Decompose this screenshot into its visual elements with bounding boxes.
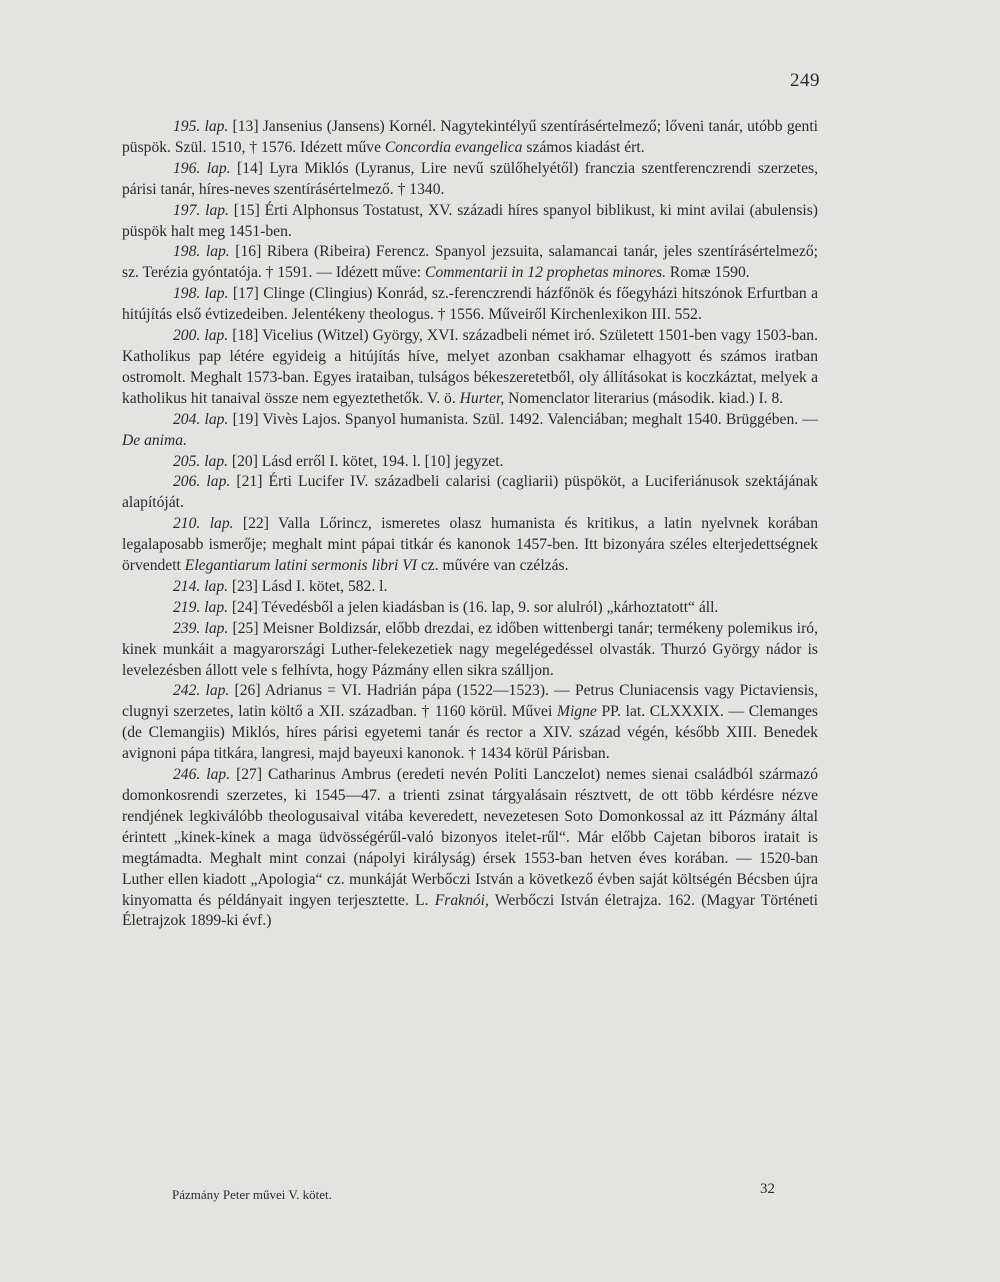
endnote-page-reference: 198. lap. [173, 285, 229, 303]
endnote-italic-title: Elegantiarum latini sermonis libri VI [184, 557, 417, 575]
endnote-paragraph [122, 765, 818, 932]
endnote-page-reference: 242. lap. [173, 682, 230, 700]
endnote-page-reference: 196. lap. [173, 159, 231, 177]
footer-title: Pázmány Peter művei V. kötet. [172, 1187, 332, 1202]
endnote-page-reference: 219. lap. [173, 598, 229, 616]
endnote-text: [16] Ribera (Ribeira) Ferencz. Spanyol jezsuita, salamancai tanár, jeles szentírásértelmező; sz. Terézia gyóntatója. † 1591. — Idézett műve: [122, 243, 818, 282]
endnote-text: [15] Érti Alphonsus Tostatust, XV. századi híres spanyol biblikust, ki mint avilai (abulensis) püspök halt meg 1451-ben. [122, 201, 818, 240]
endnote-italic-title: Migne [556, 703, 597, 721]
endnotes-section [122, 117, 818, 932]
endnote-text: Nomenclator literarius (második. kiad.) I. 8. [504, 389, 784, 407]
endnote-text: [27] Catharinus Ambrus (eredeti nevén Politi Lanczelot) nemes sienai családból származó domonkosrendi szerzetes, ki 1545—47. a trienti zsinat tárgyalásain résztvett, de ott több kérdésre nézve rendjének legkiválóbb theologusaival vitába keveredett, nevezetesen Soto Domonkossal az itt Pázmány által érintett „kinek-kinek a maga üdvösségérűl-való bizonyos itelet-rűl“. Már előbb Cajetan biboros iratait is megtámadta. Meghalt mint conzai (nápolyi királyság) érsek 1553-ban hetven éves korában. — 1520-ban Luther ellen kiadott „Apologia“ cz. munkáját Werbőczi István a következő évben saját költségén Bécsben újra kinyomatta és példányait ingyen terjesztette. L. [122, 766, 818, 909]
endnote-paragraph [122, 117, 818, 159]
endnote-page-reference: 210. lap. [173, 515, 234, 533]
endnote-italic-title: Concordia evangelica [384, 138, 523, 156]
endnote-page-reference: 197. lap. [173, 201, 229, 219]
endnote-paragraph [122, 452, 818, 473]
endnote-italic-title: Commentarii in 12 prophetas minores. [425, 264, 667, 282]
endnote-text: számos kiadást ért. [522, 138, 645, 156]
endnote-page-reference: 195. lap. [173, 118, 229, 135]
page-number: 249 [790, 70, 820, 91]
endnote-paragraph [122, 681, 818, 765]
endnote-text: Romæ 1590. [666, 264, 750, 282]
endnote-paragraph [122, 201, 818, 243]
endnote-text: [18] Vicelius (Witzel) György, XVI. századbeli német iró. Született 1501-ben vagy 1503-ban. Katholikus pap létére egyideig a hitújítás híve, melyet azonban csakhamar elhagyott és számos iratban ostromolt. Meghalt 1573-ban. Egyes irataiban, tulságos békeszeretetből, oly állításokat is koczkáztat, melyek a katholikus hit tanaival össze nem egyeztethetők. V. ö. [122, 327, 818, 407]
endnote-page-reference: 214. lap. [173, 577, 229, 595]
endnote-paragraph [122, 619, 818, 682]
endnote-page-reference: 204. lap. [173, 410, 229, 428]
endnote-italic-title: Fraknói, [434, 891, 489, 909]
endnote-paragraph [122, 326, 818, 410]
endnote-paragraph [122, 159, 818, 201]
endnote-paragraph [122, 284, 818, 326]
endnote-text: [20] Lásd erről I. kötet, 194. l. [10] jegyzet. [228, 452, 504, 470]
endnote-text: Werbőczi István életrajza. 162. (Magyar Történeti Életrajzok 1899-ki évf.) [122, 891, 818, 930]
endnote-paragraph [122, 472, 818, 514]
endnote-page-reference: 239. lap. [173, 619, 229, 637]
endnote-text: [17] Clinge (Clingius) Konrád, sz.-ferenczrendi házfőnök és főegyházi hitszónok Erfurtban a hitújítás első évtizedeiben. Jelentékeny theologus. † 1556. Műveiről Kirchenlexikon III. 552. [122, 285, 818, 324]
endnote-text: cz. művére van czélzás. [416, 557, 569, 575]
endnote-text: [21] Érti Lucifer IV. századbeli calarisi (cagliarii) püspököt, a Luciferiánusok szektájának alapítóját. [122, 473, 818, 512]
signature-mark: 32 [760, 1181, 775, 1197]
endnote-text: [24] Tévedésből a jelen kiadásban is (16. lap, 9. sor alulról) „kárhoztatott“ áll. [228, 598, 719, 616]
endnote-page-reference: 200. lap. [173, 327, 229, 345]
endnote-text: [14] Lyra Miklós (Lyranus, Lire nevű szülőhelyétől) franczia szentferenczrendi szerzetes, párisi tanár, híres-neves szentírásértelmező. † 1340. [122, 159, 819, 198]
endnote-paragraph [122, 514, 818, 577]
endnote-italic-title: Hurter, [459, 389, 505, 407]
endnote-text: [19] Vivès Lajos. Spanyol humanista. Szül. 1492. Valenciában; meghalt 1540. Brüggében. — [228, 410, 818, 428]
endnote-text: [25] Meisner Boldizsár, előbb drezdai, ez időben wittenbergi tanár; termékeny polemikus iró, kinek munkáit a magyarországi Luther-felekezetiek nagy megelégedéssel olvasták. Thurzó György nádor is levelezésben állott vele s felhívta, hogy Pázmány ellen sikra szálljon. [122, 619, 819, 679]
endnote-text: [13] Jansenius (Jansens) Kornél. Nagytekintélyű szentírásértelmező; lőveni tanár, utóbb genti püspök. Szül. 1510, † 1576. Idézett műve [122, 118, 818, 156]
endnote-text: [26] Adrianus = VI. Hadrián pápa (1522—1523). — Petrus Cluniacensis vagy Pictaviensis, clugnyi szerzetes, latin költő a XII. században. † 1160 körül. Művei [122, 682, 818, 721]
endnote-page-reference: 205. lap. [173, 452, 229, 470]
endnote-paragraph [122, 577, 818, 598]
endnote-text: [23] Lásd I. kötet, 582. l. [228, 577, 388, 595]
endnote-text: [22] Valla Lőrincz, ismeretes olasz humanista és kritikus, a latin nyelvnek korában legalaposabb ismerője; meghalt mint pápai titkár és kanonok 1457-ben. Itt bizonyára széles elterjedettségnek örvendett [122, 515, 818, 575]
endnote-paragraph [122, 242, 818, 284]
endnote-paragraph [122, 598, 818, 619]
endnote-page-reference: 246. lap. [173, 766, 231, 784]
endnote-text: PP. lat. CLXXXIX. — Clemanges (de Clemangiis) Miklós, híres párisi egyetemi tanár és rector a XIV. század végén, később XIII. Benedek avignoni pápa titkára, langresi, majd bayeuxi kanonok. † 1434 körül Párisban. [122, 703, 818, 763]
endnote-page-reference: 206. lap. [173, 473, 231, 491]
endnote-italic-title: De anima. [122, 431, 187, 449]
endnote-page-reference: 198. lap. [173, 243, 230, 261]
endnote-paragraph [122, 410, 818, 452]
